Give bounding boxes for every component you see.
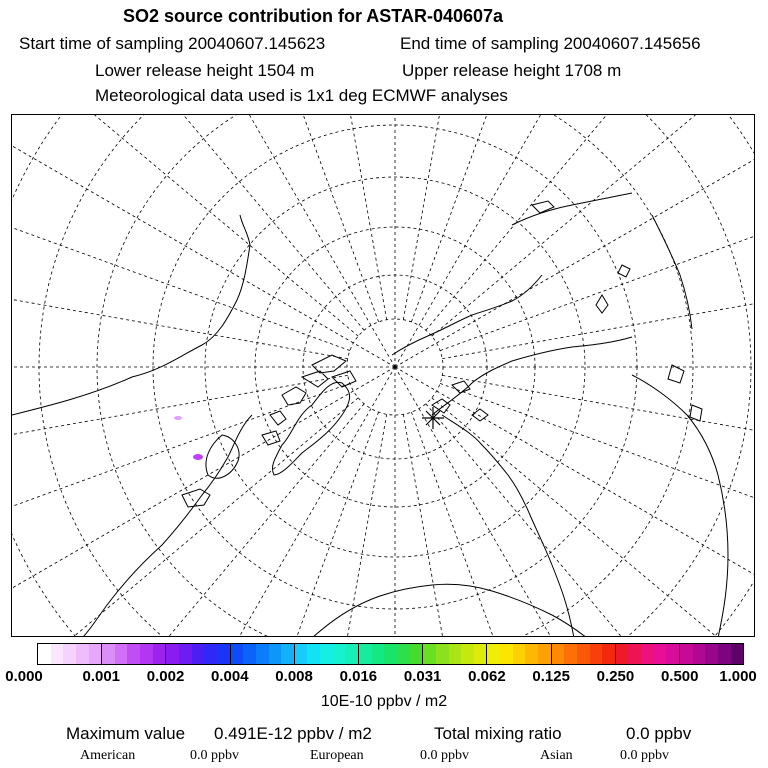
meridian-line: [12, 115, 395, 367]
colorbar-swatch: [294, 644, 308, 664]
colorbar-swatch: [89, 644, 102, 664]
colorbar-swatch: [76, 644, 89, 664]
total-mixing-label: Total mixing ratio: [434, 724, 562, 743]
colorbar-swatch: [281, 644, 294, 664]
meridian-line: [12, 115, 358, 336]
colorbar-swatch: [38, 644, 51, 664]
colorbar-swatch: [525, 644, 538, 664]
meridian-line: [432, 115, 755, 336]
coastline-kamchatka: [652, 215, 692, 329]
colorbar-swatch: [192, 644, 205, 664]
meridian-line: [440, 383, 755, 606]
meridian-line: [12, 245, 348, 358]
colorbar-tick-label: 1.000: [719, 668, 757, 685]
coastline-svalbard: [432, 381, 488, 421]
region-value-american: 0.0 ppbv: [190, 748, 239, 763]
polar-map: [11, 114, 755, 637]
colorbar-swatch: [436, 644, 449, 664]
met-data-label: Meteorological data used is 1x1 deg ECMWF analyses: [95, 86, 508, 105]
colorbar-tick-label: 0.125: [532, 668, 570, 685]
colorbar-swatch: [51, 644, 64, 664]
meridian-line: [395, 367, 745, 637]
region-value-european: 0.0 ppbv: [420, 748, 469, 763]
meridian-line: [12, 404, 364, 637]
colorbar-swatch: [397, 644, 410, 664]
meridian-line: [12, 115, 364, 330]
coastline-islands-north: [532, 201, 630, 313]
max-value: 0.491E-12 ppbv / m2: [214, 724, 372, 743]
colorbar-swatch: [693, 644, 706, 664]
colorbar-swatch: [590, 644, 603, 664]
total-mixing-value: 0.0 ppbv: [626, 724, 692, 743]
colorbar-tick-label: 0.062: [468, 668, 506, 685]
colorbar-tick-label: 0.002: [146, 668, 185, 685]
plume-patch: [193, 454, 203, 460]
meridian-line: [442, 245, 755, 358]
region-name-european: European: [310, 748, 364, 763]
colorbar-swatch: [449, 644, 462, 664]
colorbar-swatch: [410, 644, 423, 664]
colorbar-swatch: [564, 644, 577, 664]
end-time-label: End time of sampling 20040607.145656: [400, 34, 701, 53]
coastline-bottom: [312, 584, 587, 637]
region-name-asian: Asian: [540, 748, 573, 763]
colorbar-swatch: [269, 644, 282, 664]
colorbar-swatch: [461, 644, 474, 664]
colorbar-swatch: [101, 644, 115, 664]
colorbar-swatch: [666, 644, 679, 664]
meridian-line: [442, 375, 755, 488]
colorbar-swatch: [153, 644, 166, 664]
polar-map-canvas: [12, 115, 755, 637]
colorbar-swatch: [320, 644, 333, 664]
colorbar-swatch: [551, 644, 565, 664]
colorbar-swatch: [115, 644, 128, 664]
colorbar-swatch: [513, 644, 526, 664]
coastline-asia-east: [632, 365, 728, 637]
meridian-line: [440, 128, 755, 351]
meridian-line: [12, 375, 348, 488]
colorbar-swatch: [333, 644, 346, 664]
latitude-circle: [12, 115, 755, 637]
meridian-line: [273, 115, 386, 320]
meridian-line: [403, 115, 516, 320]
colorbar-swatch: [577, 644, 590, 664]
colorbar-swatch: [486, 644, 500, 664]
colorbar-swatch: [307, 644, 320, 664]
colorbar-swatch: [358, 644, 372, 664]
colorbar-swatch: [628, 644, 641, 664]
colorbar-swatch: [615, 644, 629, 664]
colorbar-swatch: [538, 644, 551, 664]
colorbar-tick-label: 0.016: [339, 668, 378, 685]
meridian-line: [156, 412, 379, 637]
colorbar-tick-label: 0.004: [211, 668, 249, 685]
colorbar-swatch: [731, 644, 744, 664]
meridian-line: [426, 115, 755, 330]
colorbar-swatch: [127, 644, 140, 664]
colorbar-swatch: [256, 644, 269, 664]
meridian-line: [432, 398, 755, 637]
colorbar-swatch: [140, 644, 153, 664]
colorbar-swatch: [230, 644, 244, 664]
colorbar-swatch: [165, 644, 179, 664]
max-value-label: Maximum value: [66, 724, 186, 743]
colorbar-swatch: [217, 644, 230, 664]
meridian-line: [395, 367, 755, 637]
colorbar-swatch: [500, 644, 513, 664]
colorbar-swatch: [474, 644, 487, 664]
meridian-line: [156, 115, 379, 322]
colorbar-tick-label: 0.000: [5, 668, 43, 685]
plume-patches: [174, 416, 203, 460]
meridian-line: [411, 412, 634, 637]
start-time-label: Start time of sampling 20040607.145623: [19, 34, 326, 53]
colorbar-swatch: [243, 644, 256, 664]
coastlines: [12, 193, 728, 637]
coastline-hudson-bay: [206, 435, 239, 478]
colorbar-swatch: [679, 644, 693, 664]
colorbar-swatch: [422, 644, 436, 664]
colorbar-tick-label: 0.001: [82, 668, 121, 685]
colorbar-swatch: [641, 644, 654, 664]
region-value-asian: 0.0 ppbv: [620, 748, 669, 763]
colorbar-tick-label: 0.250: [596, 668, 635, 685]
colorbar-swatch: [705, 644, 718, 664]
colorbar-swatch: [384, 644, 397, 664]
colorbar-swatch: [63, 644, 76, 664]
lower-height-label: Lower release height 1504 m: [95, 61, 315, 80]
graticule: [12, 115, 755, 637]
meridian-line: [395, 115, 745, 367]
meridian-line: [45, 367, 395, 637]
colorbar-unit-label: 10E-10 ppbv / m2: [320, 693, 448, 710]
colorbar-tick-label: 0.008: [275, 668, 313, 685]
region-name-american: American: [80, 748, 136, 763]
meridian-line: [411, 115, 634, 322]
upper-height-label: Upper release height 1708 m: [402, 61, 622, 80]
colorbar-swatch: [179, 644, 192, 664]
colorbar-swatch: [345, 644, 358, 664]
colorbar-swatch: [602, 644, 615, 664]
colorbar: [37, 643, 744, 665]
coastline-north-america: [12, 215, 252, 637]
colorbar-swatch: [654, 644, 667, 664]
colorbar-swatch: [204, 644, 217, 664]
colorbar-swatch: [372, 644, 385, 664]
coastline-greenland: [272, 382, 349, 475]
colorbar-tick-label: 0.031: [403, 668, 442, 685]
map-title: SO2 source contribution for ASTAR-040607a: [122, 6, 504, 26]
plume-patch: [174, 416, 182, 420]
colorbar-tick-label: 0.500: [660, 668, 699, 685]
meridian-line: [12, 367, 395, 637]
meridian-line: [395, 115, 755, 367]
colorbar-swatch: [718, 644, 731, 664]
